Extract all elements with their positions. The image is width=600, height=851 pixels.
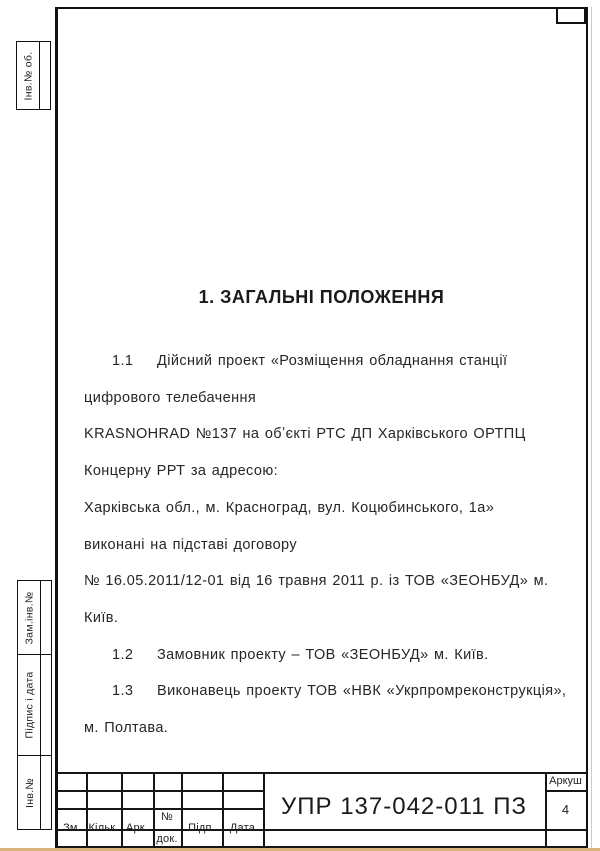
side-box-divider (40, 756, 42, 829)
titleblock-col-dok: док. (156, 833, 178, 845)
paragraph-line (84, 637, 554, 674)
document-number: УПР 137-042-011 ПЗ (281, 793, 527, 820)
titleblock-col-data: Дата (229, 822, 256, 834)
side-box-pidpys-data (17, 654, 52, 756)
side-box-zam-inv (17, 580, 52, 655)
paragraph-line: № 16.05.2011/12-01 від 16 травня 2011 р. із ТОВ «ЗЕОНБУД» м. (84, 573, 549, 590)
sheet-number: 4 (561, 802, 570, 817)
side-label-inv: Інв.№ (23, 777, 36, 808)
clause-text: Дійсний проект «Розміщення обладнання станції (157, 353, 508, 369)
titleblock-col-ark: Арк. (125, 822, 149, 834)
titleblock-col-kilk: Кільк. (88, 822, 119, 834)
sheet-label: Аркуш (549, 775, 582, 787)
side-box-inv-ob (16, 41, 51, 110)
page-title: 1. ЗАГАЛЬНІ ПОЛОЖЕННЯ (198, 287, 445, 307)
titleblock-line (545, 790, 586, 792)
side-box-divider (40, 581, 42, 654)
paragraph-line (84, 673, 567, 710)
top-right-box (556, 7, 586, 24)
clause-number: 1.3 (112, 683, 134, 700)
paragraph-line: м. Полтава. (84, 720, 169, 737)
titleblock-col-zm: Зм. (63, 822, 81, 834)
titleblock-line (55, 772, 586, 774)
paragraph-line: Київ. (84, 609, 119, 626)
body-text (84, 343, 567, 747)
side-label-pidpys-data: Підпис і дата (23, 671, 36, 739)
paragraph-line (84, 343, 554, 380)
paragraph-line: виконані на підставі договору (84, 536, 297, 553)
clause-number: 1.2 (112, 646, 134, 663)
side-box-inv (17, 755, 52, 830)
paragraph-line: Концерну РРТ за адресою: (84, 463, 279, 480)
side-box-divider (40, 655, 42, 755)
paragraph-line: цифрового телебачення (84, 389, 257, 406)
side-label-zam-inv: Зам.інв.№ (23, 591, 36, 644)
frame-shadow-line (591, 7, 592, 851)
titleblock-col-pidp: Підп. (188, 822, 215, 834)
clause-text: Виконавець проекту ТОВ «НВК «Укрпромреконструкція», (157, 683, 567, 700)
side-box-divider (39, 42, 41, 109)
paragraph-line: Харківська обл., м. Красноград, вул. Коцюбинського, 1а» (84, 499, 495, 516)
clause-number: 1.1 (112, 353, 134, 369)
clause-text: Замовник проекту – ТОВ «ЗЕОНБУД» м. Київ. (157, 646, 489, 663)
paragraph-line: KRASNOHRAD №137 на обʼєкті РТС ДП Харківського ОРТПЦ (84, 426, 526, 443)
titleblock-col-no: № (160, 811, 173, 823)
side-label-inv-ob: Інв.№ об. (22, 51, 35, 100)
